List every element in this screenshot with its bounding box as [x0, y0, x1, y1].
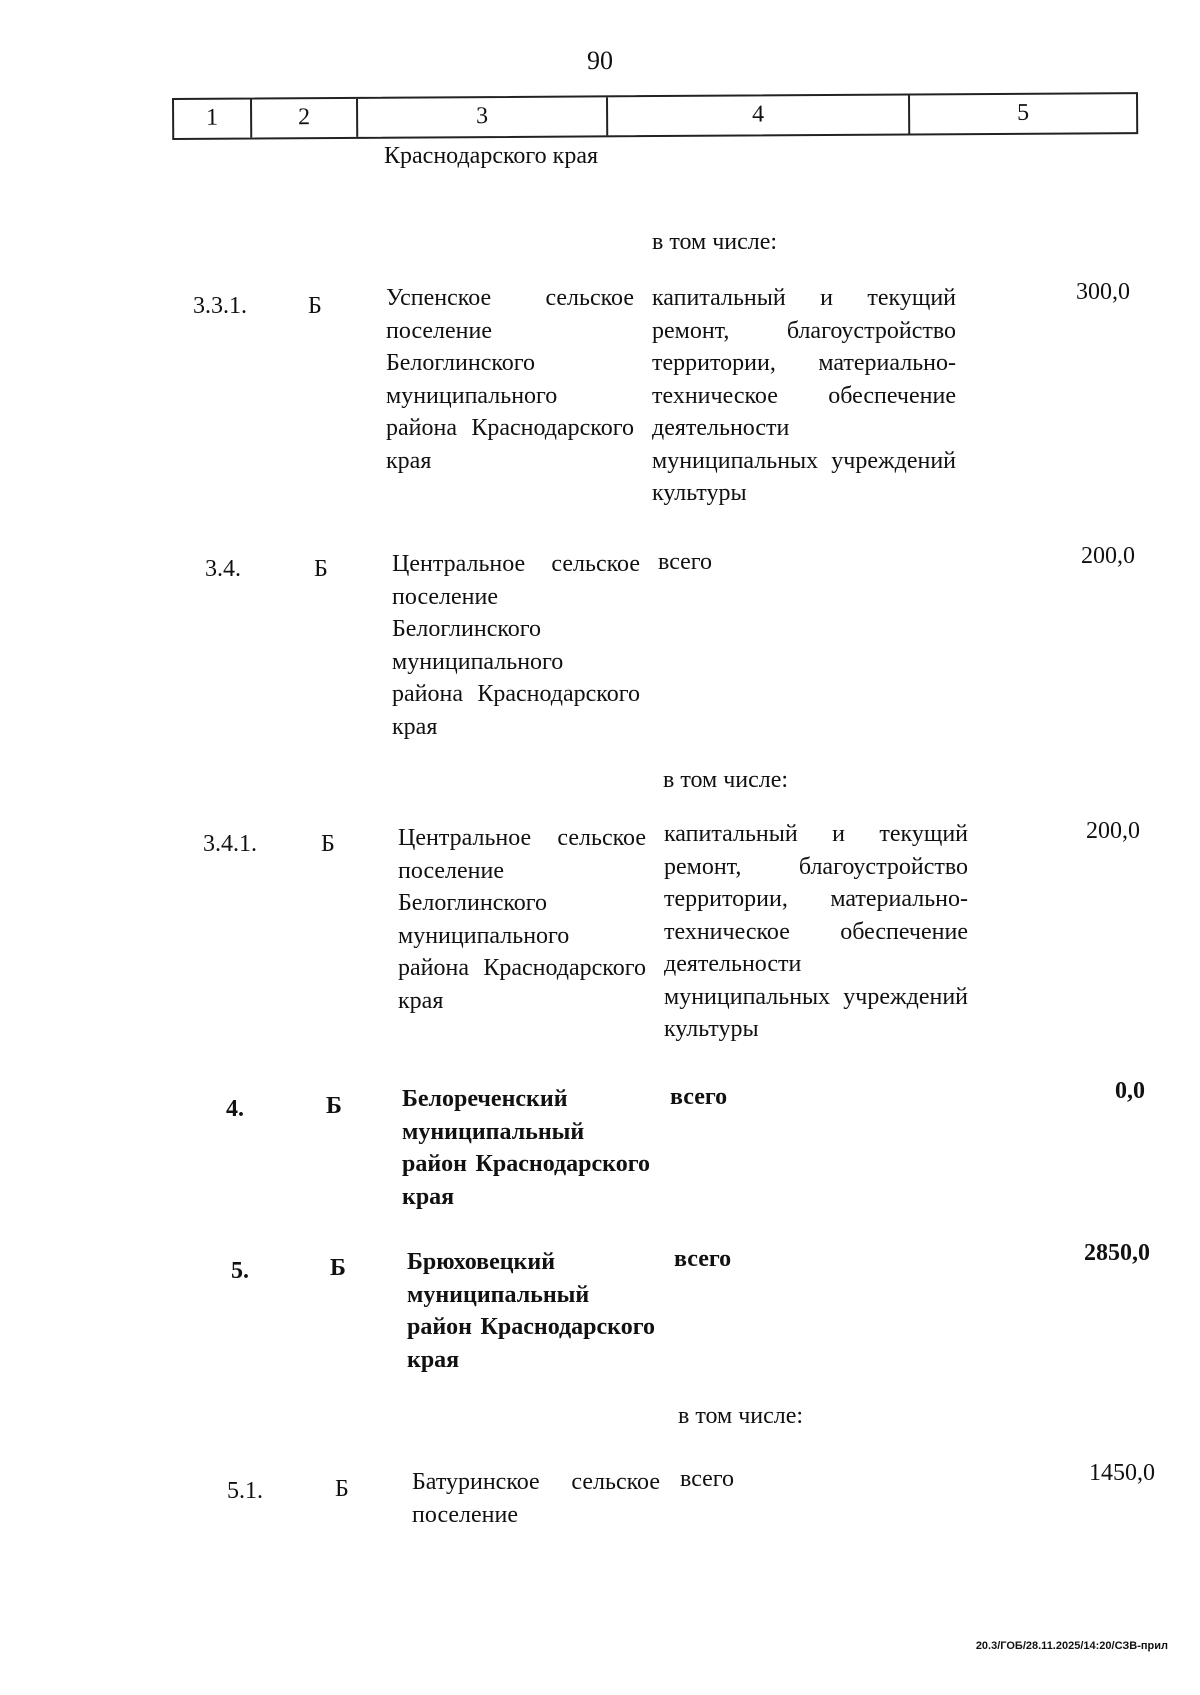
row-number: 5.1.	[227, 1478, 263, 1504]
row-number: 3.4.1.	[203, 831, 257, 857]
row-description: всего	[658, 549, 713, 575]
row-number: 5.	[231, 1258, 249, 1284]
row-letter: Б	[335, 1476, 349, 1502]
row-letter: Б	[330, 1255, 346, 1281]
row-letter: Б	[326, 1093, 342, 1119]
row-name: Белореченский муниципальный район Краснодарского края	[402, 1086, 650, 1210]
row-amount: 200,0	[1086, 818, 1140, 844]
row-name: Брюховецкий муниципальный район Краснодарского края	[407, 1249, 655, 1373]
row-name: Центральное сельское поселение Белоглинского муниципального района Краснодарского края	[398, 825, 646, 1014]
row-name: Батуринское сельское поселение	[412, 1469, 660, 1528]
row-number: 4.	[226, 1096, 244, 1122]
row-description: капитальный и текущий ремонт, благоустройство территории, материально-техническое обеспечение деятельности муниципальных учреждений культуры	[652, 285, 956, 506]
subtotal-label: в том числе:	[678, 1403, 804, 1429]
row-description: всего	[680, 1466, 735, 1492]
continued-name: Краснодарского края	[384, 143, 599, 169]
row-amount: 2850,0	[1084, 1240, 1150, 1266]
row-letter: Б	[314, 556, 328, 582]
header-col-5: 5	[1017, 99, 1030, 126]
header-col-1: 1	[174, 100, 252, 138]
header-col-3: 3	[358, 97, 608, 137]
header-col-4: 4	[608, 95, 910, 135]
row-number: 3.3.1.	[193, 293, 247, 319]
row-name: Успенское сельское поселение Белоглинского муниципального района Краснодарского края	[386, 285, 634, 474]
subtotal-label: в том числе:	[652, 229, 778, 255]
table-header	[172, 92, 1138, 140]
row-amount: 1450,0	[1089, 1460, 1155, 1486]
row-description: капитальный и текущий ремонт, благоустройство территории, материально-техническое обеспечение деятельности муниципальных учреждений культуры	[664, 821, 968, 1042]
subtotal-label: в том числе:	[663, 767, 789, 793]
row-letter: Б	[321, 831, 335, 857]
row-name: Центральное сельское поселение Белоглинского муниципального района Краснодарского края	[392, 551, 640, 740]
row-description: всего	[670, 1084, 728, 1110]
page-number: 90	[587, 46, 613, 75]
row-amount: 300,0	[1076, 279, 1130, 305]
row-letter: Б	[308, 293, 322, 319]
row-description: всего	[674, 1246, 732, 1272]
row-amount: 0,0	[1115, 1078, 1145, 1104]
row-number: 3.4.	[205, 556, 241, 582]
row-amount: 200,0	[1081, 543, 1135, 569]
header-col-2: 2	[252, 99, 358, 138]
footer-document-code: 20.3/ГОБ/28.11.2025/14:20/СЗВ-прил	[975, 1640, 1168, 1652]
